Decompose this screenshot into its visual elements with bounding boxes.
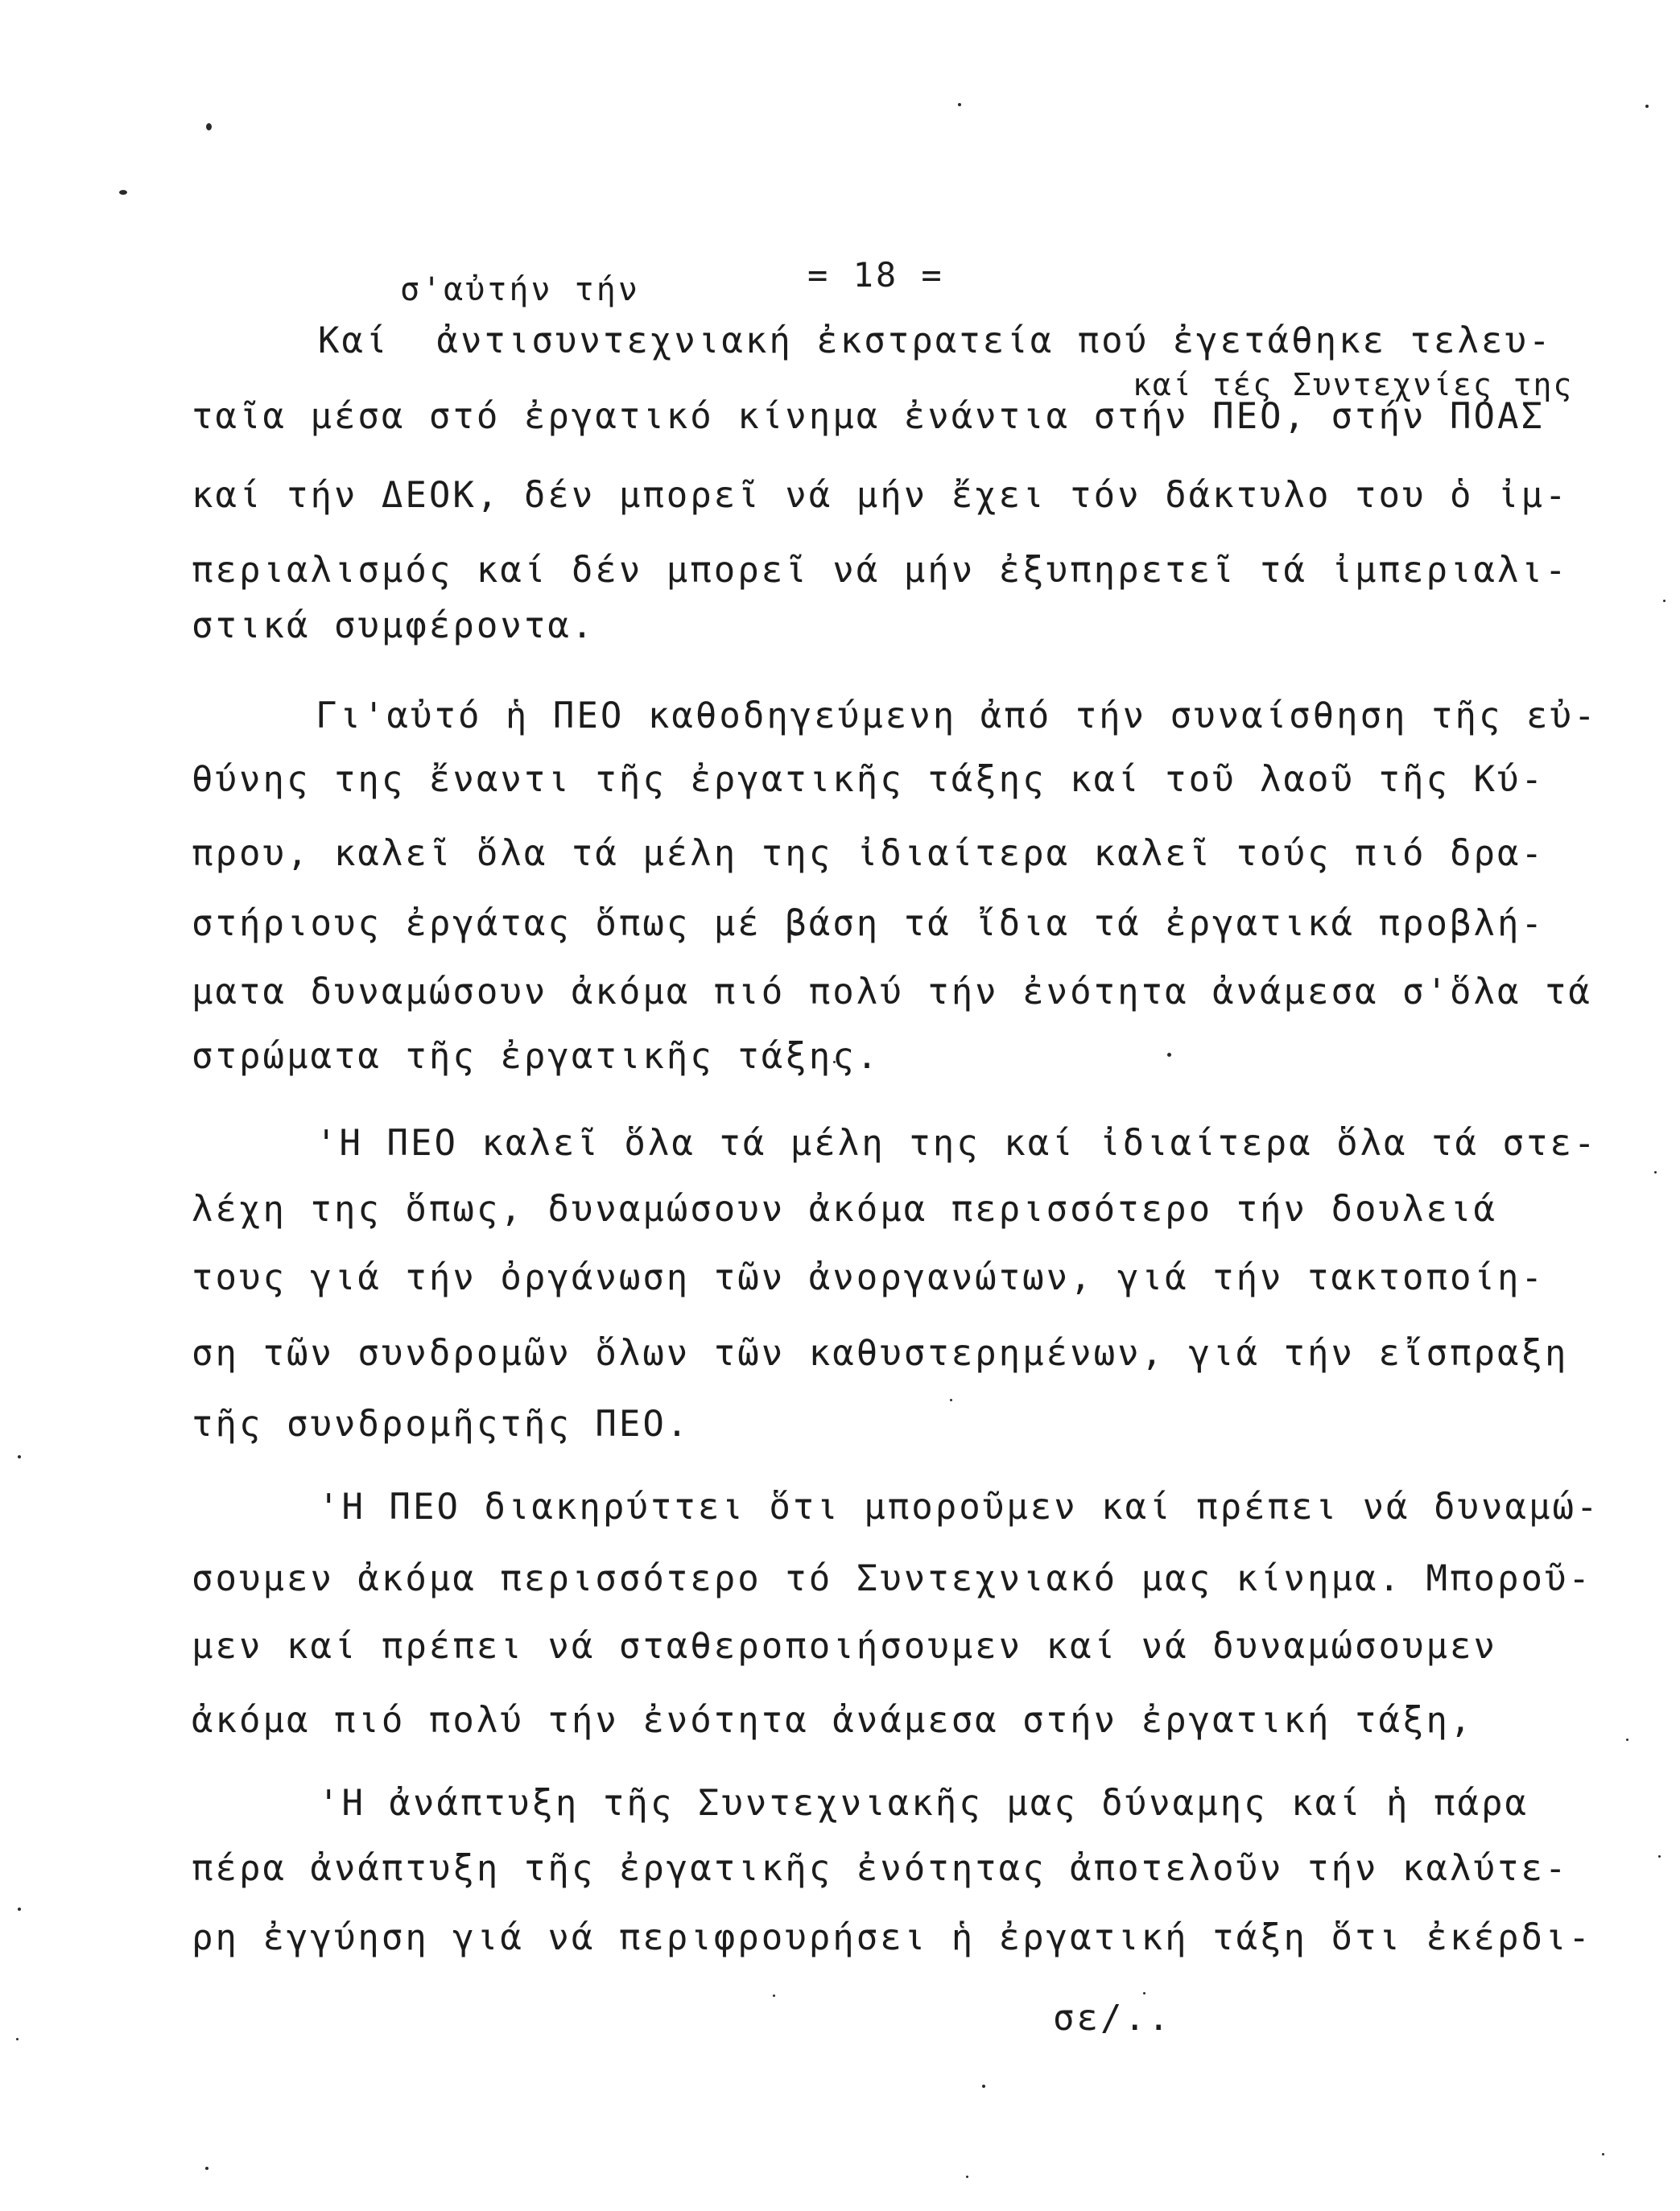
text-line: ση τῶν συνδρομῶν ὅλων τῶν καθυστερημένων, γιά τήν εἴσπραξη bbox=[192, 1333, 1569, 1374]
text-line: στήριους ἐργάτας ὅπως μέ βάση τά ἴδια τά ἐργατικά προβλή- bbox=[192, 903, 1545, 944]
text-line: σουμεν ἀκόμα περισσότερο τό Συντεχνιακό μας κίνημα. Μποροῦ- bbox=[192, 1558, 1592, 1599]
scan-speck bbox=[1602, 2153, 1604, 2155]
text-line: Καί ἀντισυντεχνιακή ἐκστρατεία πού ἐγετάθηκε τελευ- bbox=[318, 320, 1553, 361]
text-line: στρώματα τῆς ἐργατικῆς τάξης. bbox=[192, 1036, 881, 1077]
scan-speck bbox=[1645, 105, 1649, 108]
scan-speck bbox=[18, 1908, 21, 1911]
text-line: περιαλισμός καί δέν μπορεῖ νά μήν ἐξυπηρετεῖ τά ἰμπεριαλι- bbox=[192, 550, 1569, 591]
text-line: ματα δυναμώσουν ἀκόμα πιό πολύ τήν ἐνότητα ἀνάμεσα σ'ὅλα τά bbox=[192, 971, 1592, 1013]
text-line: καί τήν ΔΕΟΚ, δέν μπορεῖ νά μήν ἔχει τόν δάκτυλο του ὁ ἰμ- bbox=[192, 475, 1569, 516]
text-line: στικά συμφέροντα. bbox=[192, 605, 596, 646]
text-line: θύνης της ἔναντι τῆς ἐργατικῆς τάξης καί τοῦ λαοῦ τῆς Κύ- bbox=[192, 759, 1545, 800]
text-line: τους γιά τήν ὀργάνωση τῶν ἀνοργανώτων, γιά τήν τακτοποίη- bbox=[192, 1257, 1545, 1298]
scan-speck bbox=[119, 190, 127, 195]
scan-speck bbox=[982, 2085, 985, 2088]
scan-speck bbox=[1626, 1739, 1628, 1741]
text-line: πρου, καλεῖ ὅλα τά μέλη της ἰδιαίτερα καλεῖ τούς πιό δρα- bbox=[192, 833, 1545, 874]
text-line: ρη ἐγγύηση γιά νά περιφρουρήσει ἡ ἐργατική τάξη ὅτι ἐκέρδι- bbox=[192, 1917, 1592, 1958]
text-line: ἀκόμα πιό πολύ τήν ἐνότητα ἀνάμεσα στήν ἐργατική τάξη, bbox=[192, 1700, 1474, 1741]
scan-speck bbox=[1167, 1053, 1171, 1057]
scan-speck bbox=[1658, 1855, 1661, 1858]
text-line: τῆς συνδρομῆςτῆς ΠΕΟ. bbox=[192, 1404, 691, 1445]
scan-speck bbox=[18, 1455, 21, 1458]
scan-speck bbox=[1663, 600, 1666, 602]
scan-speck bbox=[16, 2038, 19, 2040]
scan-speck bbox=[1143, 1992, 1145, 1994]
text-line: Γι'αὐτό ἡ ΠΕΟ καθοδηγεύμενη ἀπό τήν συναίσθηση τῆς εὐ- bbox=[316, 695, 1598, 736]
text-line: μεν καί πρέπει νά σταθεροποιήσουμεν καί νά δυναμώσουμεν bbox=[192, 1626, 1497, 1667]
interlinear-insert: καί τές Συντεχνίες της bbox=[1133, 367, 1574, 402]
scan-speck bbox=[958, 103, 961, 106]
page-number: = 18 = bbox=[807, 255, 944, 295]
scan-speck bbox=[966, 2176, 968, 2178]
scan-speck bbox=[950, 1399, 952, 1401]
handwritten-insert: σ'αὐτήν τήν bbox=[400, 271, 640, 308]
text-line: ταῖα μέσα στό ἐργατικό κίνημα ἐνάντια στήν ΠΕΟ, στήν ΠΟΑΣ bbox=[192, 396, 1545, 437]
scan-speck bbox=[205, 2167, 208, 2170]
text-line: 'Η ΠΕΟ καλεῖ ὅλα τά μέλη της καί ἰδιαίτερα ὅλα τά στε- bbox=[316, 1123, 1598, 1164]
text-line: 'Η ΠΕΟ διακηρύττει ὅτι μποροῦμεν καί πρέπει νά δυναμώ- bbox=[318, 1487, 1600, 1528]
text-line: λέχη της ὅπως, δυναμώσουν ἀκόμα περισσότερο τήν δουλειά bbox=[192, 1189, 1497, 1230]
text-line: σε/.. bbox=[1053, 1998, 1172, 2039]
text-line: 'Η ἀνάπτυξη τῆς Συντεχνιακῆς μας δύναμης καί ἡ πάρα bbox=[318, 1783, 1529, 1824]
scan-speck bbox=[206, 123, 212, 130]
text-line: πέρα ἀνάπτυξη τῆς ἐργατικῆς ἐνότητας ἀποτελοῦν τήν καλύτε- bbox=[192, 1848, 1569, 1889]
scan-speck bbox=[773, 1994, 775, 1997]
scan-speck bbox=[1654, 1171, 1657, 1174]
